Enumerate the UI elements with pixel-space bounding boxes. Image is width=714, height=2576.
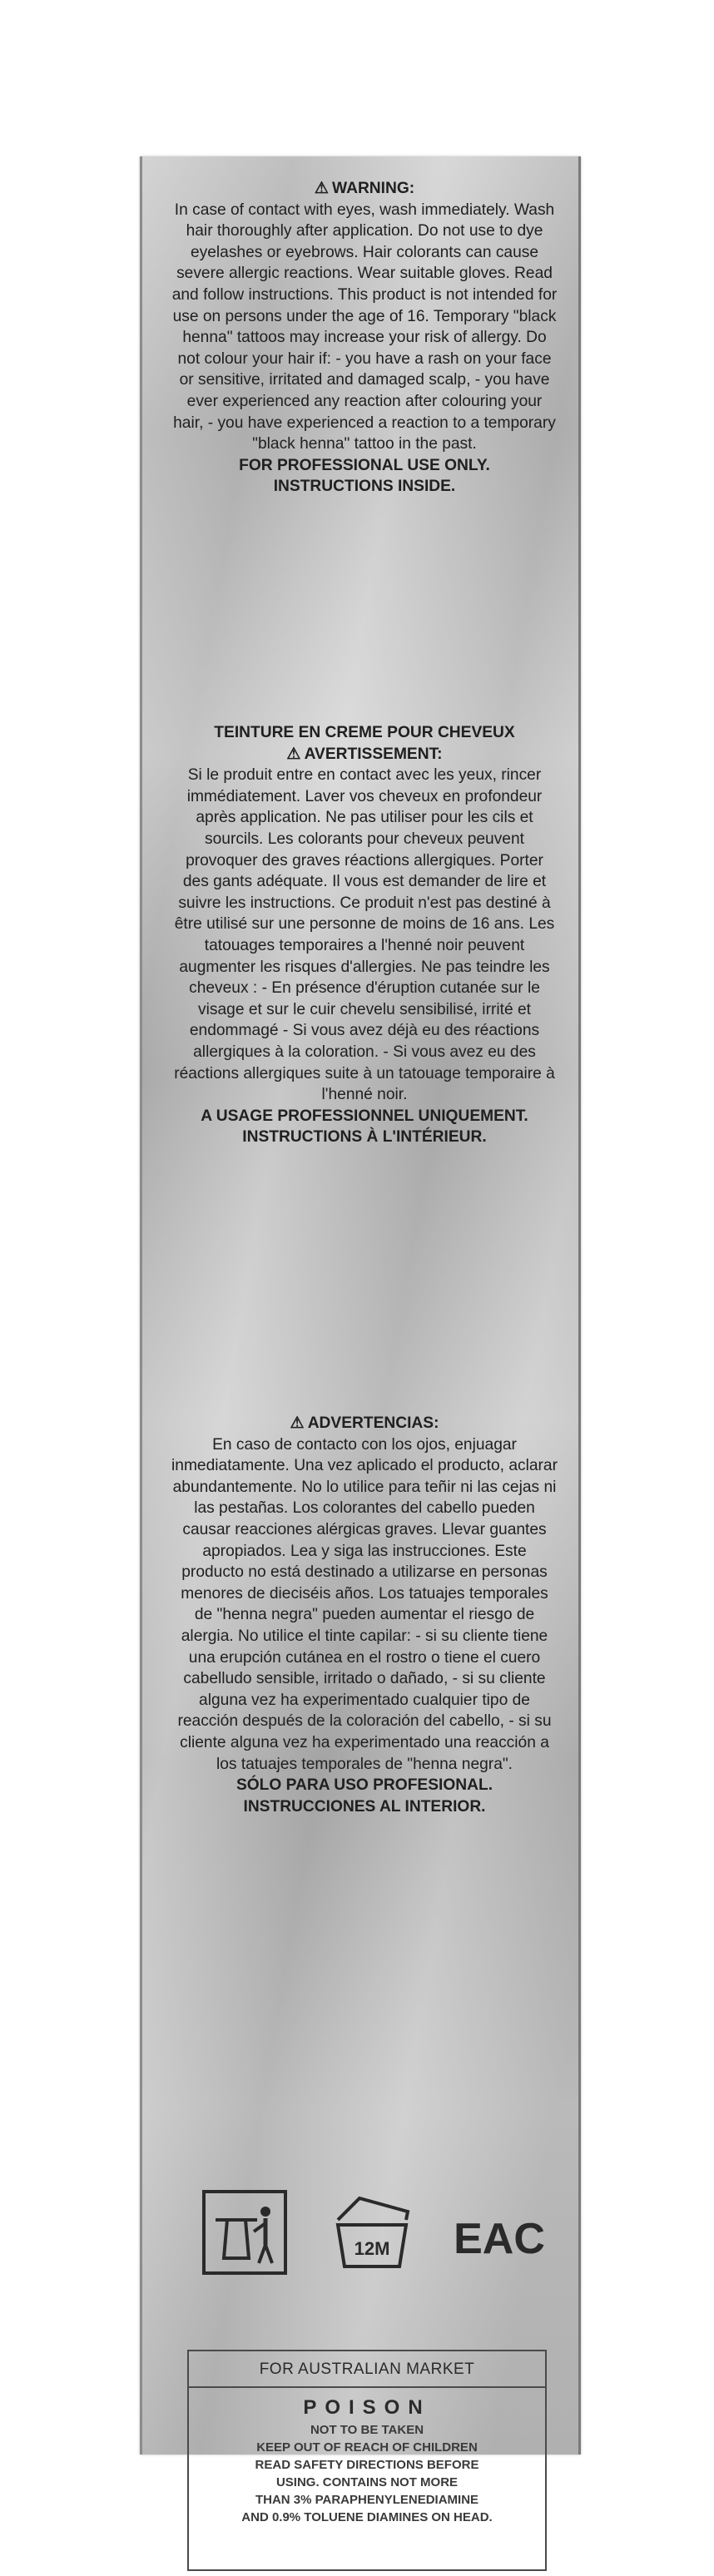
australian-market-label: FOR AUSTRALIAN MARKET xyxy=(259,2361,475,2378)
warning-triangle-icon: ⚠ xyxy=(290,1414,305,1432)
instructions-inside-es: INSTRUCCIONES AL INTERIOR. xyxy=(243,1797,486,1816)
instructions-inside-fr: INSTRUCTIONS À L'INTÉRIEUR. xyxy=(242,1128,487,1147)
professional-use-es: SÓLO PARA USO PROFESIONAL. xyxy=(236,1776,493,1795)
warning-heading-es: ⚠ ADVERTENCIAS: xyxy=(171,1413,558,1434)
poison-label: POISON xyxy=(303,2396,431,2419)
eac-mark: EAC xyxy=(454,2215,545,2263)
warning-heading-en: ⚠ WARNING: xyxy=(171,178,558,200)
poison-line-1: NOT TO BE TAKEN xyxy=(310,2423,424,2437)
warning-triangle-icon: ⚠ xyxy=(286,745,301,763)
professional-use-fr: A USAGE PROFESSIONNEL UNIQUEMENT. xyxy=(201,1107,528,1125)
warning-block-french xyxy=(171,722,558,1148)
poison-line-6: AND 0.9% TOLUENE DIAMINES ON HEAD. xyxy=(241,2510,493,2524)
warning-triangle-icon: ⚠ xyxy=(314,180,330,197)
warning-block-spanish xyxy=(171,1413,558,1817)
warning-body-en: In case of contact with eyes, wash immediately. Wash hair thoroughly after application. Do not use to dye eyelashes or eyebrows. Hair colorants can cause severe allergic reactions. Wear suitable gloves. Read and follow instructions. This product is not intended for use on persons under the age of 16. Temporary "black henna" tattoos may increase your risk of allergy. Do not colour your hair if: - you have a rash on your face or sensitive, irritated and damaged scalp, - you have ever experienced any reaction after colouring your hair, - you have experienced a reaction to a temporary "black henna" tattoo in the past. xyxy=(171,201,558,453)
australian-market-panel xyxy=(187,2350,547,2571)
warning-block-english xyxy=(171,178,558,498)
warning-body-es: En caso de contacto con los ojos, enjuagar inmediatamente. Una vez aplicado el producto, aclarar abundantemente. No lo utilice para teñir ni las cejas ni las pestañas. Los colorantes del cabello pueden causar reacciones alérgicas graves. Llevar guantes apropiados. Lea y siga las instrucciones. Este producto no está destinado a utilizarse en personas menores de dieciséis años. Los tatuajes temporales de "henna negra" pueden aumentar el riesgo de alergia. No utilice el tinte capilar: - si su cliente tiene una erupción cutánea en el rostro o tiene el cuero cabelludo sensible, irritado o dañado, - si su cliente alguna vez ha experimentado cualquier tipo de reacción después de la coloración del cabello, - si su cliente alguna vez ha experimentado una reacción a los tatuajes temporales de "henna negra". xyxy=(171,1435,558,1773)
eac-mark-icon xyxy=(454,2187,545,2278)
poison-line-5: THAN 3% PARAPHENYLENEDIAMINE xyxy=(255,2493,479,2507)
product-box-side-panel xyxy=(140,156,581,2524)
open-jar-icon xyxy=(326,2187,418,2278)
poison-line-3: READ SAFETY DIRECTIONS BEFORE xyxy=(255,2458,479,2472)
regulatory-symbols-row xyxy=(199,2187,545,2278)
pao-label: 12M xyxy=(354,2238,390,2259)
poison-line-4: USING. CONTAINS NOT MORE xyxy=(275,2475,459,2489)
bin-disposal-icon xyxy=(199,2187,290,2278)
professional-use-en: FOR PROFESSIONAL USE ONLY. xyxy=(239,456,490,474)
warning-heading-fr: ⚠ AVERTISSEMENT: xyxy=(171,744,558,765)
product-title-fr: TEINTURE EN CREME POUR CHEVEUX xyxy=(214,724,515,741)
instructions-inside-en: INSTRUCTIONS INSIDE. xyxy=(273,478,456,496)
warning-body-fr: Si le produit entre en contact avec les yeux, rincer immédiatement. Laver vos cheveux en profondeur après application. Ne pas utiliser pour les cils et sourcils. Les colorants pour cheveux peuvent provoquer des graves réactions allergiques. Porter des gants adéquate. Il vous est demander de lire et suivre les instructions. Ce produit n'est pas destiné à être utilisé sur une personne de moins de 16 ans. Les tatouages temporaires a l'henné noir peuvent augmenter les risques d'allergies. Ne pas teindre les cheveux : - En présence d'éruption cutanée sur le visage et sur le cuir chevelu sensibilisé, irrité et endommagé - Si vous avez déjà eu des réactions allergiques à la coloration. - Si vous avez eu des réactions allergiques suite à un tatouage temporaire à l'henné noir. xyxy=(174,766,555,1104)
poison-line-2: KEEP OUT OF REACH OF CHILDREN xyxy=(256,2440,478,2455)
panel-divider xyxy=(189,2386,545,2388)
